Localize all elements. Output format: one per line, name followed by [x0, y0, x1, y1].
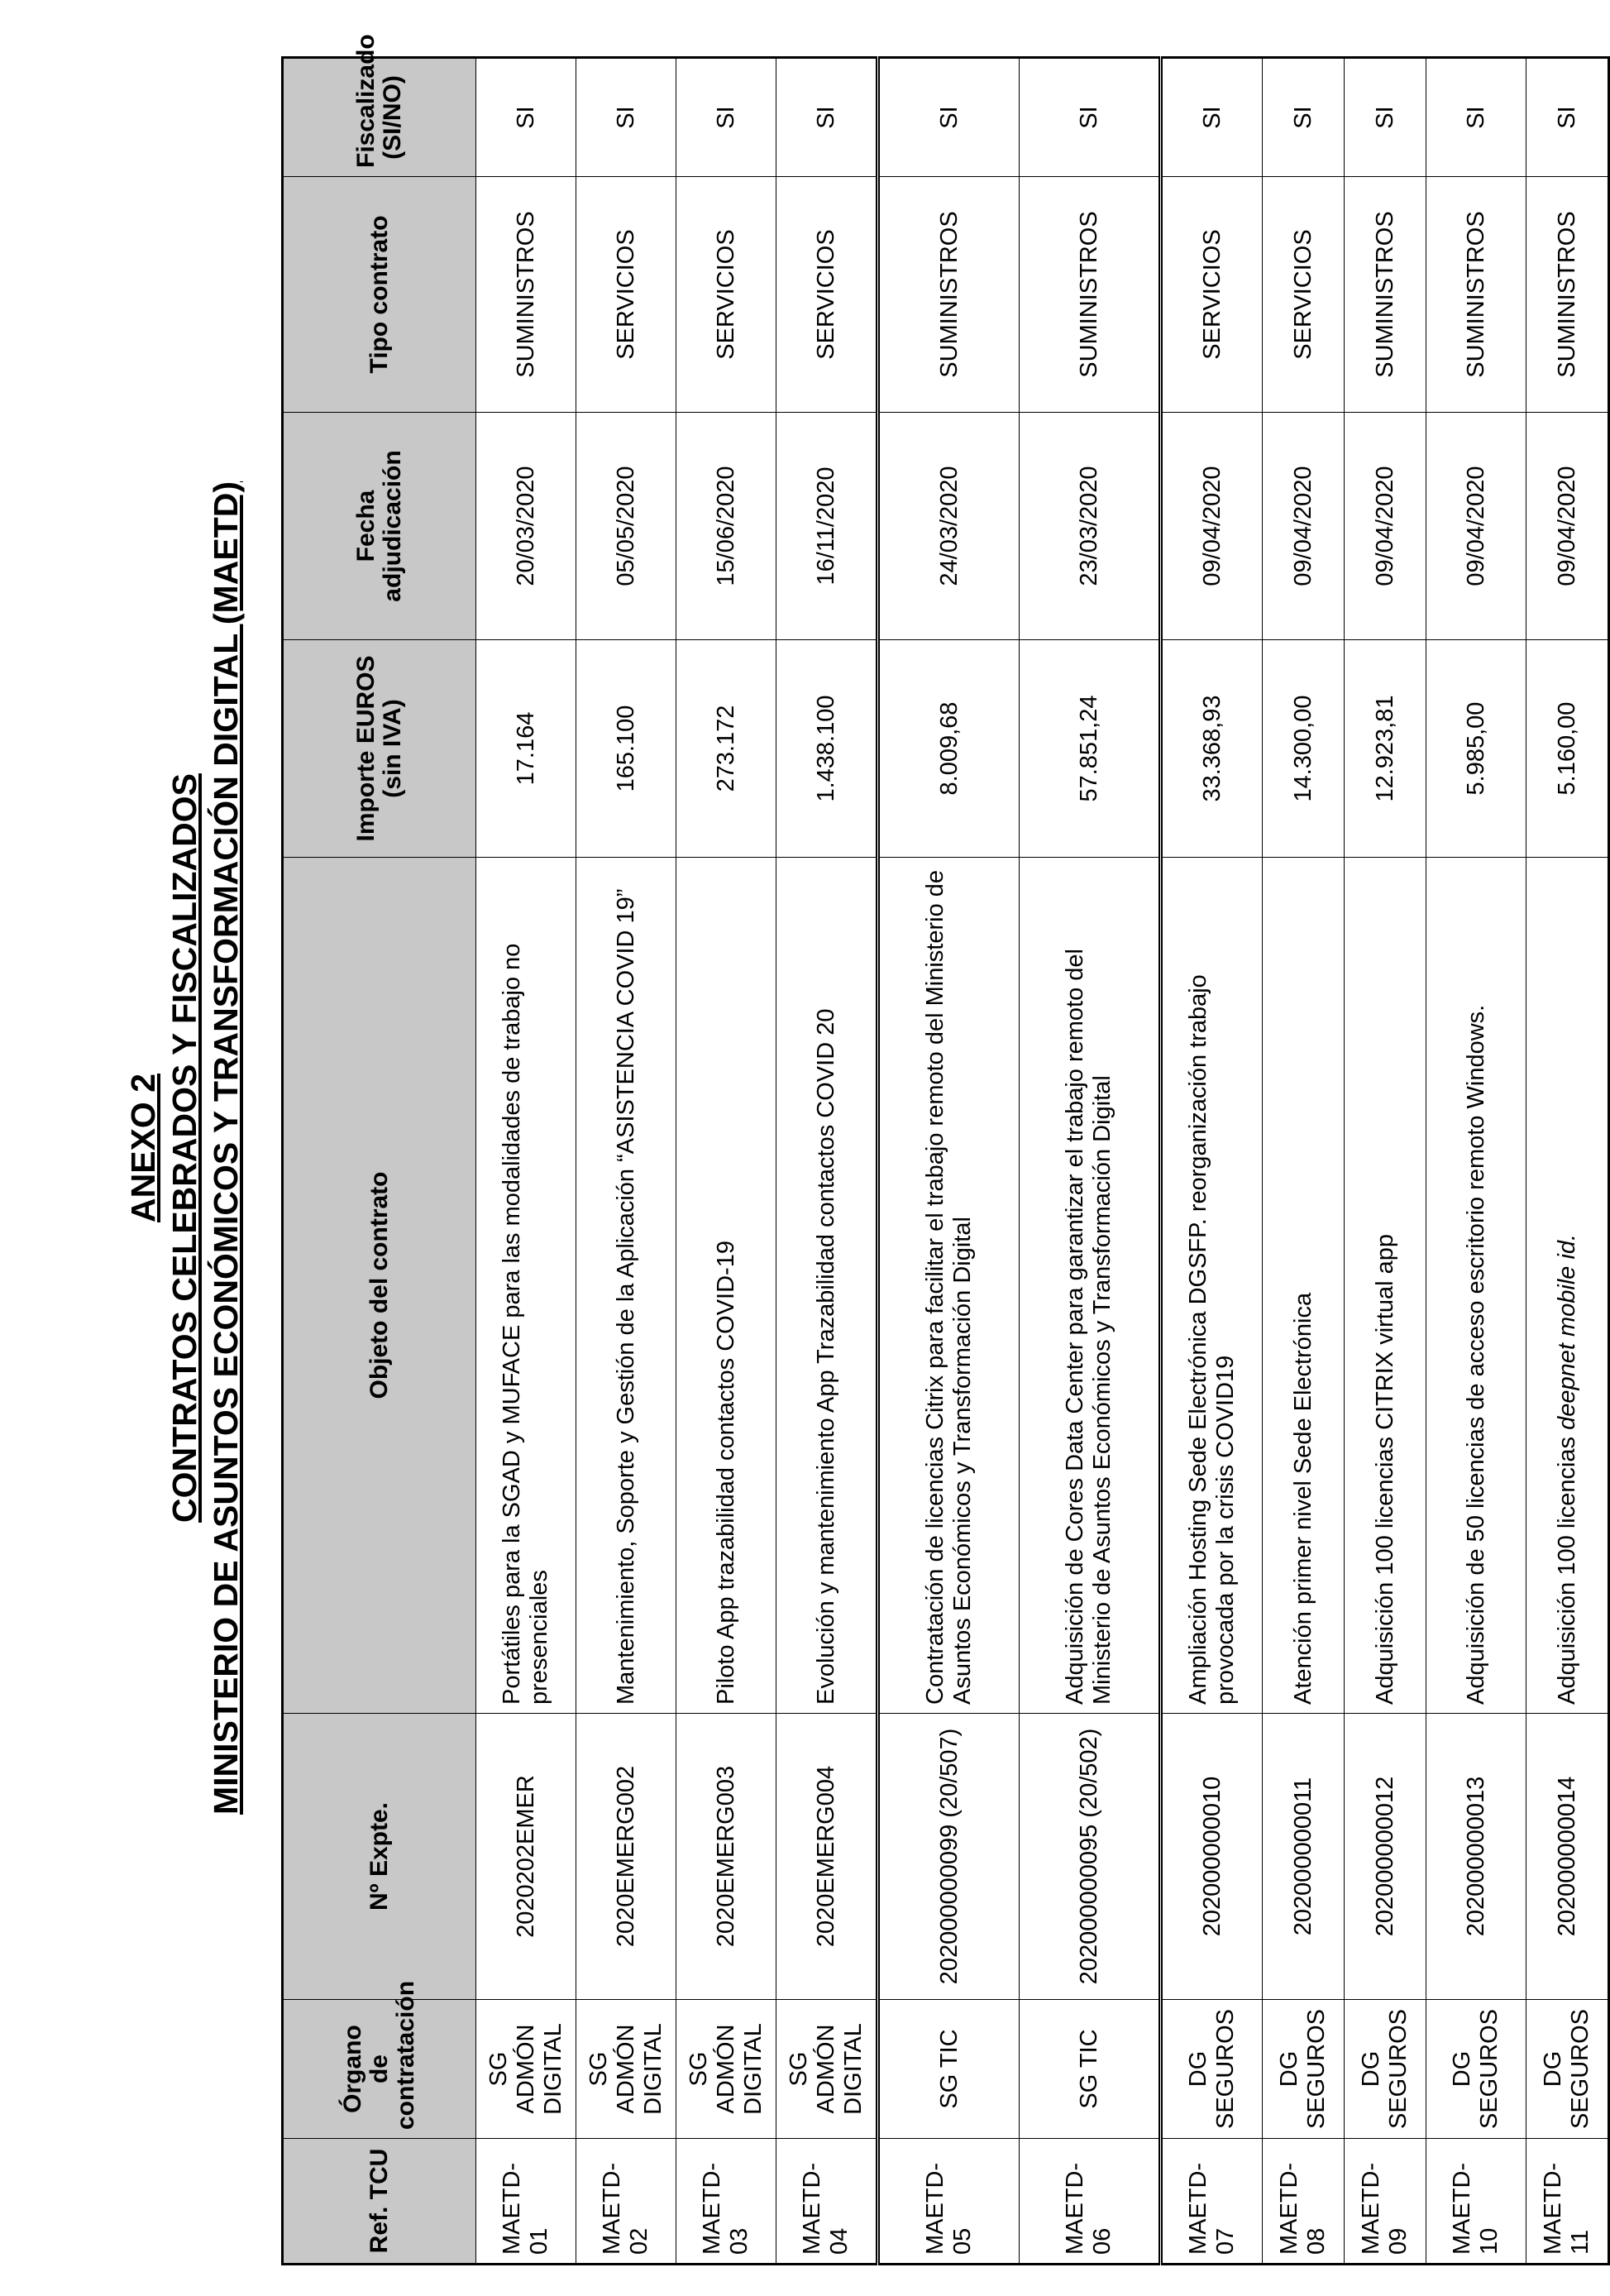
table-row	[1263, 58, 1345, 2265]
contracts-table	[281, 34, 1610, 2265]
cell-ref: MAETD-02	[576, 2139, 676, 2265]
cell-expte: 202000000014	[1526, 1714, 1609, 2000]
cell-fiscalizado: SI	[476, 58, 576, 177]
cell-ref: MAETD-11	[1526, 2139, 1609, 2265]
cell-tipo: SUMINISTROS	[476, 177, 576, 413]
cell-importe: 57.851,24	[1020, 640, 1161, 858]
cell-fiscalizado: SI	[1263, 58, 1345, 177]
header-tipo: Tipo contrato	[283, 177, 476, 413]
cell-ref: MAETD-05	[878, 2139, 1020, 2265]
cell-expte: 202000000012	[1345, 1714, 1426, 2000]
cell-importe: 12.923,81	[1345, 640, 1426, 858]
cell-organo: SG ADMÓN DIGITAL	[476, 2000, 576, 2139]
cell-ref: MAETD-06	[1020, 2139, 1161, 2265]
header-expte: Nº Expte.	[283, 1714, 476, 2000]
table-row	[1345, 58, 1426, 2265]
table-row	[476, 58, 576, 2265]
cell-expte: 2020EMERG002	[576, 1714, 676, 2000]
cell-expte: 202000000099 (20/507)	[878, 1714, 1020, 2000]
cell-fecha: 09/04/2020	[1161, 413, 1263, 640]
cell-organo: DG SEGUROS	[1161, 2000, 1263, 2139]
cell-expte: 2020EMERG004	[776, 1714, 878, 2000]
cell-ref: MAETD-04	[776, 2139, 878, 2265]
header-ref: Ref. TCU	[283, 2139, 476, 2265]
cell-expte: 202000000013	[1426, 1714, 1526, 2000]
cell-fiscalizado: SI	[676, 58, 776, 177]
cell-expte: 2020202EMER	[476, 1714, 576, 2000]
cell-expte: 2020EMERG003	[676, 1714, 776, 2000]
cell-expte: 202000000010	[1161, 1714, 1263, 2000]
header-objeto: Objeto del contrato	[283, 858, 476, 1714]
cell-fiscalizado: SI	[1020, 58, 1161, 177]
cell-importe: 5.160,00	[1526, 640, 1609, 858]
cell-fiscalizado: SI	[878, 58, 1020, 177]
cell-fecha: 09/04/2020	[1263, 413, 1345, 640]
cell-objeto: Evolución y mantenimiento App Trazabilidad contactos COVID 20	[776, 858, 878, 1714]
cell-fiscalizado: SI	[576, 58, 676, 177]
table-row	[1526, 58, 1609, 2265]
cell-organo: DG SEGUROS	[1345, 2000, 1426, 2139]
cell-fiscalizado: SI	[1426, 58, 1526, 177]
cell-organo: SG TIC	[878, 2000, 1020, 2139]
cell-fiscalizado: SI	[776, 58, 878, 177]
cell-organo: DG SEGUROS	[1526, 2000, 1609, 2139]
cell-tipo: SERVICIOS	[576, 177, 676, 413]
cell-tipo: SUMINISTROS	[878, 177, 1020, 413]
cell-ref: MAETD-03	[676, 2139, 776, 2265]
cell-fecha: 09/04/2020	[1345, 413, 1426, 640]
cell-organo: DG SEGUROS	[1263, 2000, 1345, 2139]
cell-tipo: SERVICIOS	[676, 177, 776, 413]
cell-fiscalizado: SI	[1161, 58, 1263, 177]
header-importe: Importe EUROS (sin IVA)	[283, 640, 476, 858]
cell-objeto: Adquisición de 50 licencias de acceso escritorio remoto Windows.	[1426, 858, 1526, 1714]
cell-ref: MAETD-01	[476, 2139, 576, 2265]
cell-fecha: 20/03/2020	[476, 413, 576, 640]
cell-fecha: 24/03/2020	[878, 413, 1020, 640]
cell-fecha: 05/05/2020	[576, 413, 676, 640]
ministry-title: MINISTERIO DE ASUNTOS ECONÓMICOS Y TRANSFORMACIÓN DIGITAL (MAETD)	[207, 481, 245, 1815]
cell-objeto: Contratación de licencias Citrix para facilitar el trabajo remoto del Ministerio de Asuntos Económicos y Transformación Digital	[878, 858, 1020, 1714]
cell-tipo: SERVICIOS	[1263, 177, 1345, 413]
cell-objeto: Portátiles para la SGAD y MUFACE para las modalidades de trabajo no presenciales	[476, 858, 576, 1714]
table-row	[676, 58, 776, 2265]
cell-ref: MAETD-09	[1345, 2139, 1426, 2265]
cell-objeto	[1526, 858, 1609, 1714]
cell-objeto: Ampliación Hosting Sede Electrónica DGSFP. reorganización trabajo provocada por la crisis COVID19	[1161, 858, 1263, 1714]
objeto-italic-text: deepnet mobile id.	[1553, 1233, 1580, 1430]
cell-fecha: 09/04/2020	[1526, 413, 1609, 640]
header-fecha: Fecha adjudicación	[283, 413, 476, 640]
section-title: CONTRATOS CELEBRADOS Y FISCALIZADOS	[165, 773, 203, 1523]
cell-organo: SG ADMÓN DIGITAL	[676, 2000, 776, 2139]
table-row	[1426, 58, 1526, 2265]
title-block	[122, 0, 246, 2296]
cell-fiscalizado: SI	[1526, 58, 1609, 177]
cell-tipo: SUMINISTROS	[1526, 177, 1609, 413]
cell-importe: 1.438.100	[776, 640, 878, 858]
table-row	[776, 58, 878, 2265]
header-fiscalizado: Fiscalizado (SI/NO)	[283, 58, 476, 177]
cell-objeto: Adquisición 100 licencias CITRIX virtual app	[1345, 858, 1426, 1714]
cell-objeto: Piloto App trazabilidad contactos COVID-19	[676, 858, 776, 1714]
header-organo: Órgano de contratación	[283, 2000, 476, 2139]
cell-tipo: SUMINISTROS	[1345, 177, 1426, 413]
cell-importe: 273.172	[676, 640, 776, 858]
cell-ref: MAETD-07	[1161, 2139, 1263, 2265]
cell-organo: SG TIC	[1020, 2000, 1161, 2139]
cell-importe: 33.368,93	[1161, 640, 1263, 858]
cell-organo: DG SEGUROS	[1426, 2000, 1526, 2139]
cell-fecha: 09/04/2020	[1426, 413, 1526, 640]
table-row	[878, 58, 1020, 2265]
cell-importe: 8.009,68	[878, 640, 1020, 858]
cell-ref: MAETD-08	[1263, 2139, 1345, 2265]
cell-importe: 165.100	[576, 640, 676, 858]
cell-tipo: SERVICIOS	[776, 177, 878, 413]
cell-importe: 17.164	[476, 640, 576, 858]
table-row	[1161, 58, 1263, 2265]
cell-organo: SG ADMÓN DIGITAL	[576, 2000, 676, 2139]
cell-objeto: Atención primer nivel Sede Electrónica	[1263, 858, 1345, 1714]
cell-objeto: Mantenimiento, Soporte y Gestión de la Aplicación “ASISTENCIA COVID 19”	[576, 858, 676, 1714]
cell-expte: 202000000095 (20/502)	[1020, 1714, 1161, 2000]
cell-ref: MAETD-10	[1426, 2139, 1526, 2265]
header-row	[283, 58, 476, 2265]
annex-title: ANEXO 2	[124, 1074, 162, 1222]
cell-fecha: 15/06/2020	[676, 413, 776, 640]
cell-tipo: SERVICIOS	[1161, 177, 1263, 413]
cell-fiscalizado: SI	[1345, 58, 1426, 177]
cell-importe: 14.300,00	[1263, 640, 1345, 858]
cell-objeto: Adquisición de Cores Data Center para garantizar el trabajo remoto del Ministerio de Asuntos Económicos y Transformación Digital	[1020, 858, 1161, 1714]
table-row	[1020, 58, 1161, 2265]
cell-fecha: 23/03/2020	[1020, 413, 1161, 640]
cell-expte: 202000000011	[1263, 1714, 1345, 2000]
cell-tipo: SUMINISTROS	[1020, 177, 1161, 413]
cell-fecha: 16/11/2020	[776, 413, 878, 640]
cell-importe: 5.985,00	[1426, 640, 1526, 858]
objeto-text: Adquisición 100 licencias	[1553, 1429, 1580, 1705]
cell-organo: SG ADMÓN DIGITAL	[776, 2000, 878, 2139]
cell-tipo: SUMINISTROS	[1426, 177, 1526, 413]
table-row	[576, 58, 676, 2265]
